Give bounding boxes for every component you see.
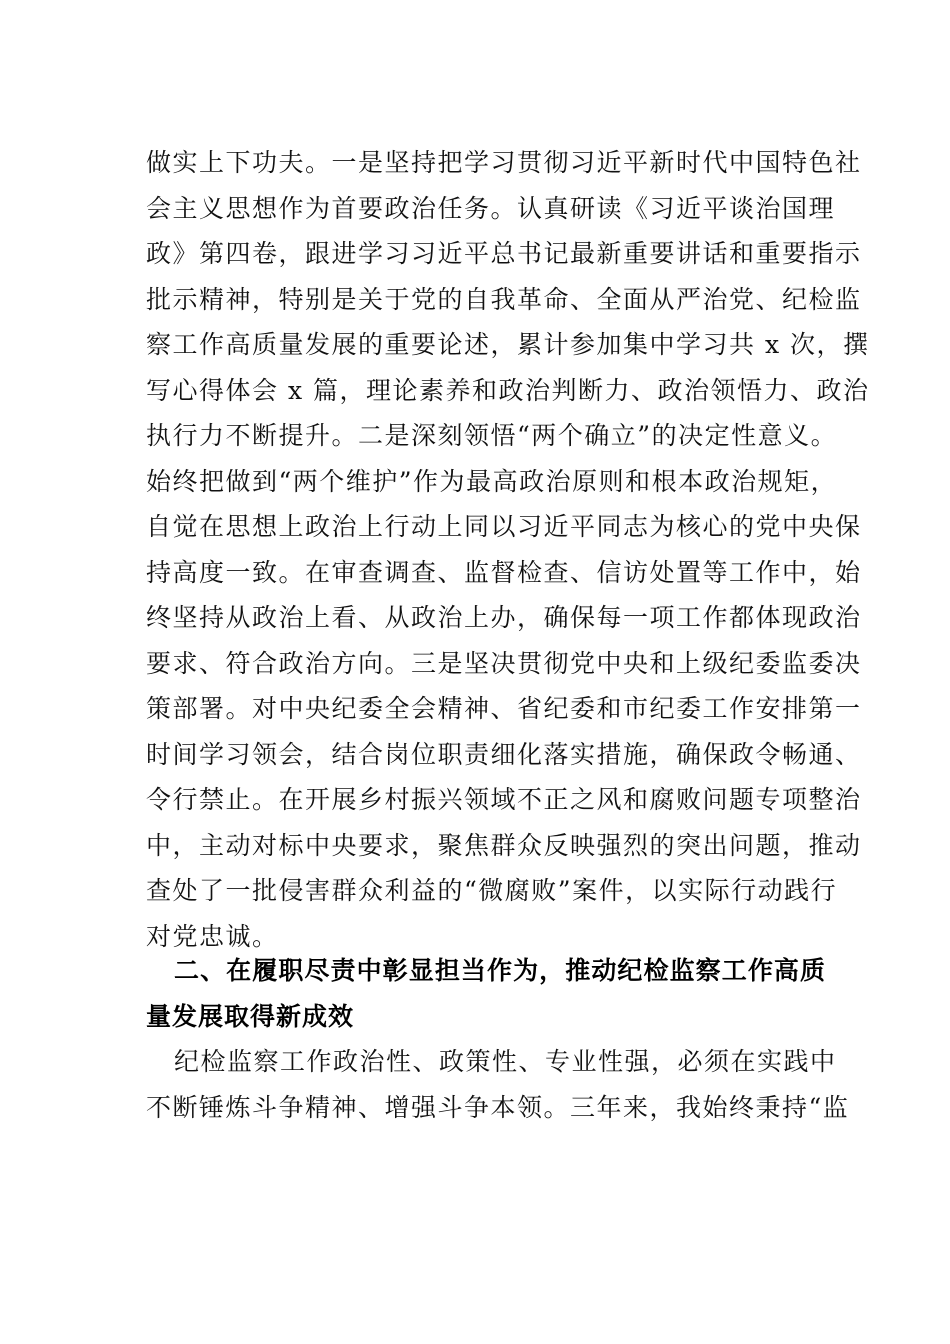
section-heading	[146, 948, 826, 1039]
paragraph-line: 执行力不断提升。二是深刻领悟“两个确立”的决定性意义。	[146, 421, 838, 450]
paragraph-line: 做实上下功夫。一是坚持把学习贯彻习近平新时代中国特色社	[146, 148, 862, 177]
paragraph-line: 写心得体会 x 篇，理论素养和政治判断力、政治领悟力、政治	[146, 375, 870, 405]
paragraph-line: 查处了一批侵害群众利益的“微腐败”案件，以实际行动践行	[146, 876, 838, 905]
paragraph-line: 中，主动对标中央要求，聚焦群众反映强烈的突出问题，推动	[146, 830, 862, 860]
paragraph-line: 令行禁止。在开展乡村振兴领域不正之风和腐败问题专项整治	[146, 785, 862, 814]
paragraph-line: 不断锤炼斗争精神、增强斗争本领。三年来，我始终秉持“监	[146, 1092, 850, 1122]
paragraph-line: 持高度一致。在审查调查、监督检查、信访处置等工作中，始	[146, 557, 862, 587]
heading-line: 二、在履职尽责中彰显担当作为，推动纪检监察工作高质	[174, 956, 826, 985]
paragraph-line: 政》第四卷，跟进学习习近平总书记最新重要讲话和重要指示	[146, 239, 862, 268]
paragraph-line: 要求、符合政治方向。三是坚决贯彻党中央和上级纪委监委决	[146, 648, 862, 678]
paragraph-line: 对党忠诚。	[146, 921, 279, 951]
paragraph-line: 批示精神，特别是关于党的自我革命、全面从严治党、纪检监	[146, 284, 862, 314]
paragraph-line: 纪检监察工作政治性、政策性、专业性强，必须在实践中	[174, 1047, 837, 1076]
paragraph-line: 策部署。对中央纪委全会精神、省纪委和市纪委工作安排第一	[146, 694, 862, 723]
paragraph-line: 察工作高质量发展的重要论述，累计参加集中学习共 x 次，撰	[146, 330, 870, 359]
paragraph-line: 终坚持从政治上看、从政治上办，确保每一项工作都体现政治	[146, 603, 862, 632]
paragraph-line: 时间学习领会，结合岗位职责细化落实措施，确保政令畅通、	[146, 739, 862, 769]
paragraph-line: 会主义思想作为首要政治任务。认真研读《习近平谈治国理	[146, 193, 836, 223]
heading-line: 量发展取得新成效	[146, 1001, 355, 1031]
paragraph-line: 自觉在思想上政治上行动上同以习近平同志为核心的党中央保	[146, 512, 862, 541]
paragraph-line: 始终把做到“两个维护”作为最高政治原则和根本政治规矩，	[146, 466, 838, 496]
body-paragraph-duty-performance	[146, 1039, 850, 1130]
body-paragraph-political-study	[146, 140, 870, 959]
